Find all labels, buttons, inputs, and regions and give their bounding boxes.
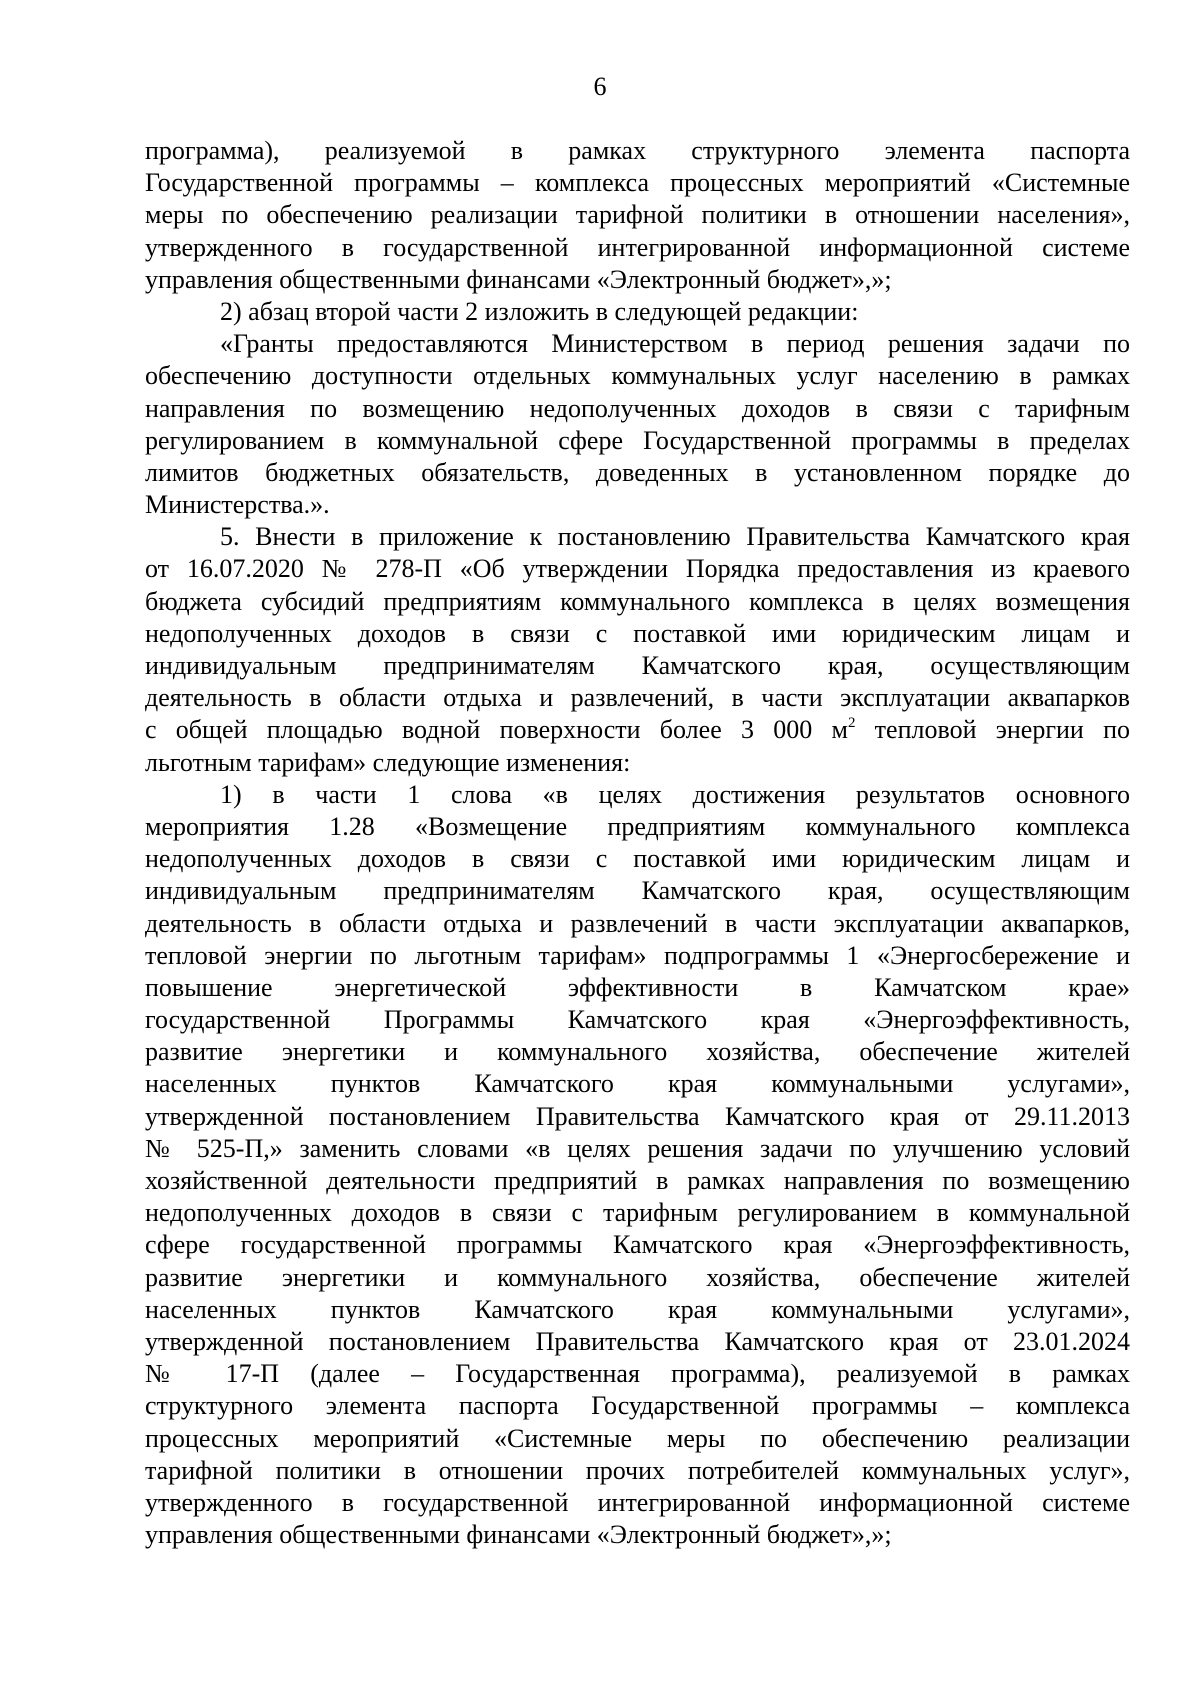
text-line: процессных мероприятий «Системные меры по обеспечению реализации [145, 1423, 1130, 1453]
text-line: населенных пунктов Камчатского края коммунальными услугами», [145, 1294, 1130, 1324]
text-line: развитие энергетики и коммунального хозяйства, обеспечение жителей [145, 1037, 1130, 1067]
text-line: 2) абзац второй части 2 изложить в следующей редакции: [220, 296, 859, 326]
text-line: от 16.07.2020 № 278-П «Об утверждении Порядка предоставления из краевого [145, 554, 1130, 584]
text-line: повышение энергетической эффективности в Камчатском крае» [145, 972, 1130, 1002]
text-line: сфере государственной программы Камчатского края «Энергоэффективность, [145, 1230, 1130, 1260]
superscript: 2 [847, 715, 856, 732]
text-line: управления общественными финансами «Электронный бюджет»,»; [145, 1520, 892, 1550]
text-line: 5. Внести в приложение к постановлению Правительства Камчатского края [220, 522, 1130, 552]
text-line: утвержденной постановлением Правительства Камчатского края от 29.11.2013 [145, 1101, 1130, 1131]
text-line: утвержденного в государственной интегрированной информационной системе [145, 232, 1130, 262]
text-line: 1) в части 1 слова «в целях достижения результатов основного [220, 779, 1130, 809]
text-line: недополученных доходов в связи с поставкой ими юридическим лицам и [145, 618, 1130, 648]
text-line: лимитов бюджетных обязательств, доведенных в установленном порядке до [145, 457, 1130, 487]
text-line: недополученных доходов в связи с поставкой ими юридическим лицам и [145, 844, 1130, 874]
text-line: индивидуальным предпринимателям Камчатского края, осуществляющим [145, 651, 1130, 680]
text-line: с общей площадью водной поверхности более 3 000 $м^2$ тепловой энергии по [145, 715, 1130, 745]
text-line: мероприятия 1.28 «Возмещение предприятиям коммунального комплекса [145, 811, 1130, 841]
text-line: тарифной политики в отношении прочих потребителей коммунальных услуг», [145, 1455, 1130, 1485]
text-line: меры по обеспечению реализации тарифной политики в отношении населения», [145, 200, 1130, 230]
text-line: льготным тарифам» следующие изменения: [145, 747, 631, 777]
text-line: направления по возмещению недополученных доходов в связи с тарифным [145, 393, 1130, 423]
text-line: структурного элемента паспорта Государственной программы – комплекса [145, 1391, 1130, 1421]
text-line: Министерства.». [145, 490, 330, 520]
text-line: утвержденной постановлением Правительства Камчатского края от 23.01.2024 [145, 1326, 1130, 1356]
text-line: индивидуальным предпринимателям Камчатского края, осуществляющим [145, 876, 1130, 906]
text-line: № 525-П,» заменить словами «в целях решения задачи по улучшению условий [145, 1133, 1130, 1163]
text-line: утвержденного в государственной интегрированной информационной системе [145, 1487, 1130, 1517]
text-line: программа), реализуемой в рамках структурного элемента паспорта [145, 136, 1130, 165]
page-number: 6 [593, 72, 607, 101]
text-line: бюджета субсидий предприятиям коммунального комплекса в целях возмещения [145, 586, 1130, 616]
text-line: развитие энергетики и коммунального хозяйства, обеспечение жителей [145, 1262, 1130, 1292]
text-line: «Гранты предоставляются Министерством в период решения задачи по [220, 329, 1130, 359]
text-line: тепловой энергии по льготным тарифам» подпрограммы 1 «Энергосбережение и [145, 940, 1130, 970]
text-line: недополученных доходов в связи с тарифным регулированием в коммунальной [145, 1198, 1130, 1228]
text-line: населенных пунктов Камчатского края коммунальными услугами», [145, 1069, 1130, 1099]
document-body [145, 135, 1130, 1551]
text-line: деятельность в области отдыха и развлечений в части эксплуатации аквапарков, [145, 908, 1130, 938]
text-line: регулированием в коммунальной сфере Государственной программы в пределах [145, 425, 1130, 455]
text-line: государственной Программы Камчатского края «Энергоэффективность, [145, 1005, 1130, 1035]
text-line: обеспечению доступности отдельных коммунальных услуг населению в рамках [145, 361, 1130, 391]
text-line: хозяйственной деятельности предприятий в рамках направления по возмещению [145, 1166, 1130, 1195]
text-line: № 17-П (далее – Государственная программа), реализуемой в рамках [145, 1359, 1130, 1389]
text-line: управления общественными финансами «Электронный бюджет»,»; [145, 264, 892, 294]
text-line: Государственной программы – комплекса процессных мероприятий «Системные [145, 168, 1130, 198]
text-line: деятельность в области отдыха и развлечений, в части эксплуатации аквапарков [145, 683, 1130, 713]
